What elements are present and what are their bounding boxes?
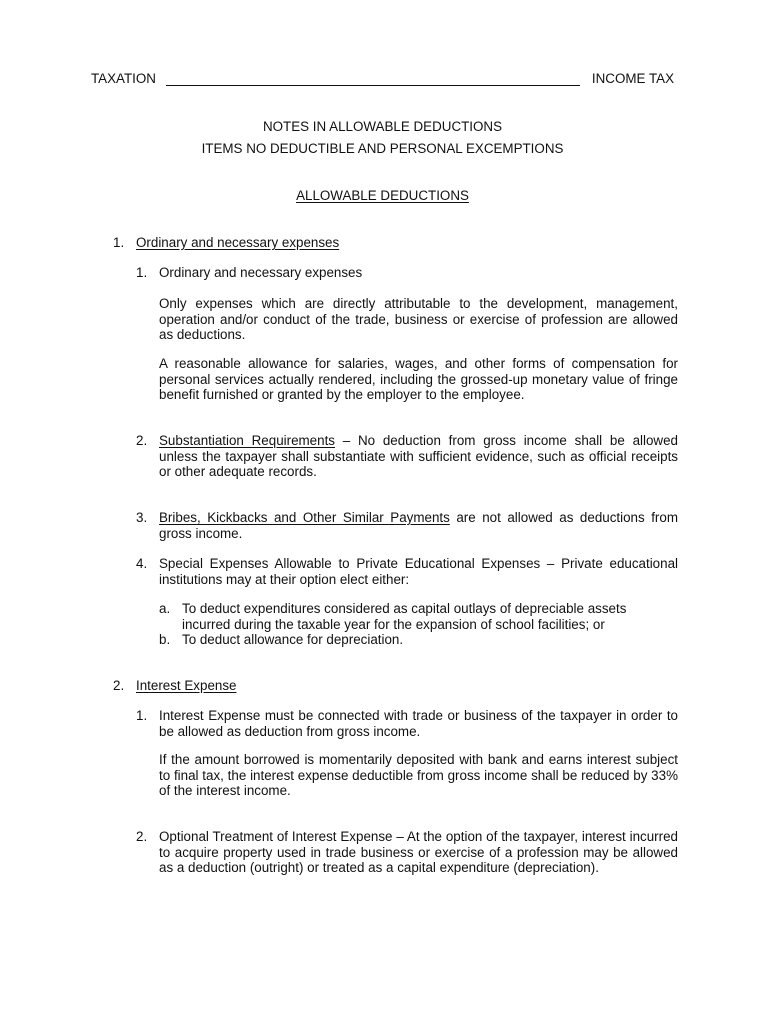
item-interest-expense: Interest Expense must be connected with trade or business of the taxpayer in order to be allowed as deduction from gross income.	[159, 708, 678, 739]
section-title: ALLOWABLE DEDUCTIONS	[296, 188, 469, 203]
item-1-1-number: 1.	[136, 265, 148, 280]
header-left: TAXATION	[91, 71, 156, 86]
item-special-expenses: Special Expenses Allowable to Private Educational Expenses – Private educational institutions may at their option elect either:	[159, 556, 678, 587]
paragraph-momentary-deposit: If the amount borrowed is momentarily deposited with bank and earns interest subject to final tax, the interest expense deductible from gross income shall be reduced by 33% of the interest income.	[159, 752, 678, 799]
substantiation-title: Substantiation Requirements	[159, 433, 335, 448]
sub-item-a-text: To deduct expenditures considered as capital outlays of depreciable assets incurred during the taxable year for the expansion of school facilities; or	[182, 601, 627, 632]
sub-item-a-marker: a.	[159, 601, 171, 616]
item-1-1-title: Ordinary and necessary expenses	[159, 265, 363, 280]
section-2-number: 2.	[113, 678, 125, 693]
section-2-title: Interest Expense	[136, 678, 237, 693]
section-1-number: 1.	[113, 235, 125, 250]
page-header	[91, 71, 674, 89]
substantiation-text: – No deduction from gross income shall be allowed unless the taxpayer shall substantiate with sufficient evidence, such as official receipts or other adequate records.	[159, 433, 678, 480]
bribes-text: are not allowed as deductions from gross income.	[159, 510, 678, 541]
item-bribes	[159, 510, 678, 541]
sub-item-b-marker: b.	[159, 632, 171, 647]
item-1-3-number: 3.	[136, 510, 148, 525]
section-1-title: Ordinary and necessary expenses	[136, 235, 340, 250]
item-2-1-number: 1.	[136, 708, 148, 723]
item-optional-treatment: Optional Treatment of Interest Expense – At the option of the taxpayer, interest incurred to acquire property used in trade business or exercise of a profession may be allowed as a deduction (outright) or treated as a capital expenditure (depreciation).	[159, 829, 678, 876]
title-line-2: ITEMS NO DEDUCTIBLE AND PERSONAL EXCEMPTIONS	[201, 141, 564, 156]
item-2-2-number: 2.	[136, 829, 148, 844]
sub-item-b-text: To deduct allowance for depreciation.	[182, 632, 404, 647]
item-1-4-number: 4.	[136, 556, 148, 571]
bribes-title: Bribes, Kickbacks and Other Similar Payments	[159, 510, 450, 525]
header-right: INCOME TAX	[591, 71, 674, 86]
paragraph-attributable-expenses: Only expenses which are directly attributable to the development, management, operation and/or conduct of the trade, business or exercise of profession are allowed as deductions.	[159, 296, 678, 343]
header-rule	[166, 85, 580, 86]
item-substantiation	[159, 433, 678, 480]
paragraph-reasonable-allowance: A reasonable allowance for salaries, wages, and other forms of compensation for personal services actually rendered, including the grossed-up monetary value of fringe benefit furnished or granted by the employer to the employee.	[159, 356, 678, 403]
title-line-1: NOTES IN ALLOWABLE DEDUCTIONS	[262, 119, 503, 134]
item-1-2-number: 2.	[136, 433, 148, 448]
